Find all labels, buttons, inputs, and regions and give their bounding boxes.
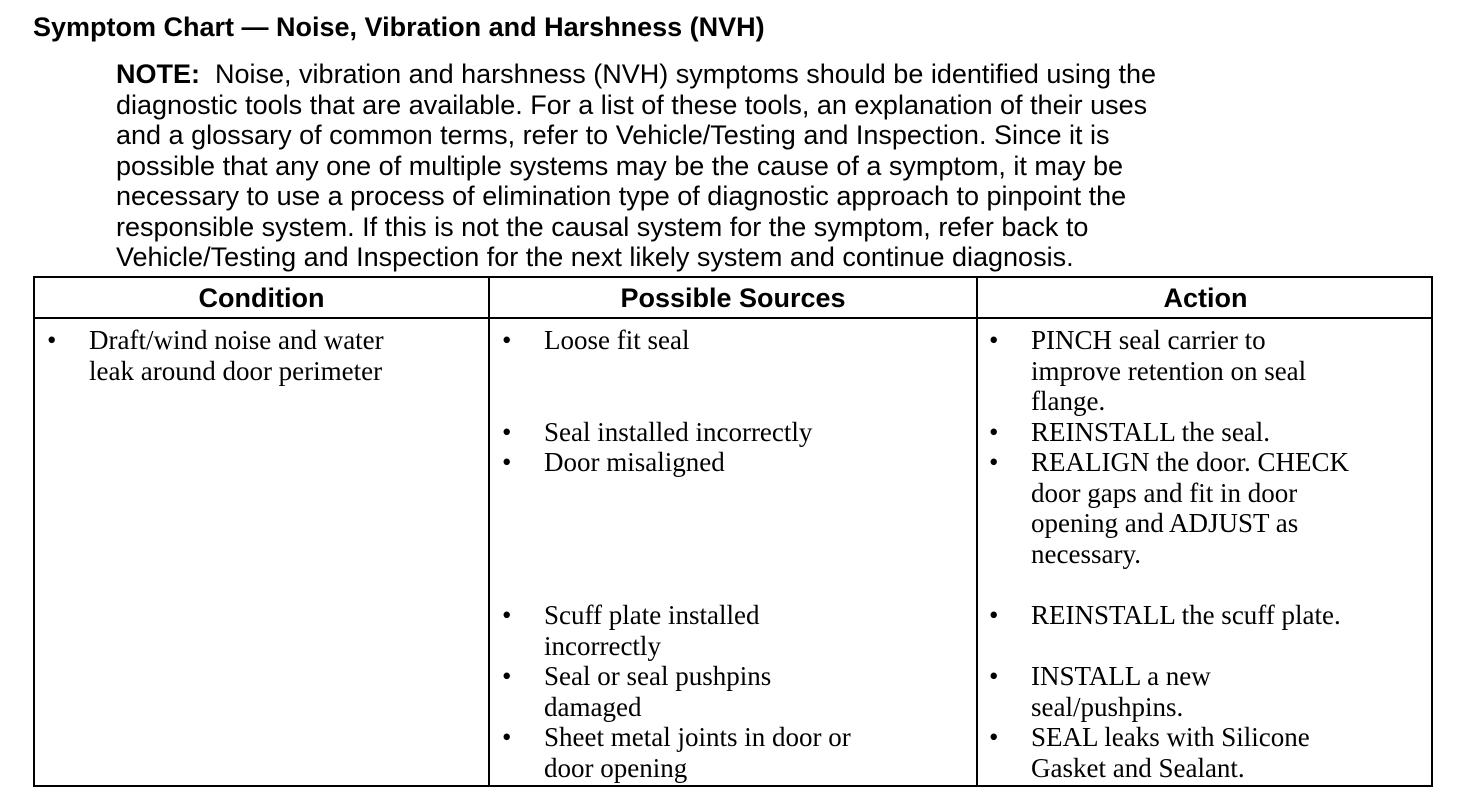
note-line: diagnostic tools that are available. For a list of these tools, an explanation of their uses — [116, 89, 1148, 120]
note-line: possible that any one of multiple systems may be the cause of a symptom, it may be — [116, 150, 1123, 181]
bullet: • — [989, 661, 999, 691]
action-line: REINSTALL the scuff plate. — [1031, 600, 1341, 630]
bullet: • — [502, 325, 512, 355]
source-line: door opening — [544, 752, 688, 783]
source-item — [502, 325, 690, 356]
action-line: REINSTALL the seal. — [1031, 417, 1271, 447]
note-line — [116, 59, 1376, 90]
action-item — [989, 417, 1271, 448]
column-divider — [488, 278, 490, 785]
source-line: Seal or seal pushpins — [544, 661, 772, 691]
note-line: Vehicle/Testing and Inspection for the next likely system and continue diagnosis. — [116, 242, 1074, 272]
column-divider — [976, 278, 978, 785]
bullet: • — [502, 600, 512, 630]
action-line: necessary. — [1031, 538, 1141, 569]
condition-line: leak around door perimeter — [89, 355, 383, 386]
header-condition: Condition — [198, 283, 325, 313]
source-item — [502, 722, 851, 783]
action-item — [989, 325, 1307, 417]
bullet: • — [502, 722, 512, 752]
source-item — [502, 600, 760, 661]
action-item — [989, 661, 1211, 722]
bullet: • — [502, 447, 512, 477]
source-item — [502, 417, 813, 448]
note-line: and a glossary of common terms, refer to Vehicle/Testing and Inspection. Since it is — [116, 120, 1110, 150]
action-line: SEAL leaks with Silicone — [1031, 722, 1310, 752]
source-line: Door misaligned — [544, 447, 725, 477]
bullet: • — [502, 661, 512, 691]
source-line: incorrectly — [544, 630, 661, 661]
bullet: • — [989, 722, 999, 752]
note-line: responsible system. If this is not the causal system for the symptom, refer back to — [116, 211, 1089, 242]
bullet: • — [989, 447, 999, 477]
symptom-table — [33, 276, 1433, 787]
action-line: Gasket and Sealant. — [1031, 752, 1245, 783]
source-line: Scuff plate installed — [544, 600, 760, 630]
note-line-text: Noise, vibration and harshness (NVH) symptoms should be identified using the — [215, 59, 1156, 89]
note-paragraph — [116, 59, 1376, 273]
condition-item — [47, 325, 384, 386]
bullet: • — [989, 600, 999, 630]
page-title: Symptom Chart — Noise, Vibration and Harshness (NVH) — [33, 12, 765, 42]
source-line: damaged — [544, 691, 642, 722]
source-line: Loose fit seal — [544, 325, 690, 355]
action-line: PINCH seal carrier to — [1031, 325, 1266, 355]
note-label: NOTE: — [116, 59, 200, 89]
condition-line: Draft/wind noise and water — [89, 325, 384, 355]
action-line: REALIGN the door. CHECK — [1031, 447, 1349, 477]
action-item — [989, 447, 1349, 569]
bullet: • — [989, 417, 999, 447]
source-line: Sheet metal joints in door or — [544, 722, 851, 752]
bullet: • — [989, 325, 999, 355]
action-line: flange. — [1031, 386, 1106, 416]
note-line: necessary to use a process of elimination type of diagnostic approach to pinpoint the — [116, 181, 1127, 211]
action-line: door gaps and fit in door — [1031, 477, 1298, 508]
source-item — [502, 661, 772, 722]
source-item — [502, 447, 725, 478]
header-action: Action — [1163, 283, 1248, 313]
bullet: • — [502, 417, 512, 447]
action-item — [989, 722, 1310, 783]
action-item — [989, 600, 1341, 631]
source-line: Seal installed incorrectly — [544, 417, 813, 447]
action-line: improve retention on seal — [1031, 355, 1307, 386]
action-line: seal/pushpins. — [1031, 691, 1184, 722]
header-possible-sources: Possible Sources — [620, 283, 846, 313]
action-line: INSTALL a new — [1031, 661, 1211, 691]
table-header-row — [35, 278, 1431, 319]
bullet: • — [47, 325, 57, 355]
action-line: opening and ADJUST as — [1031, 508, 1299, 538]
